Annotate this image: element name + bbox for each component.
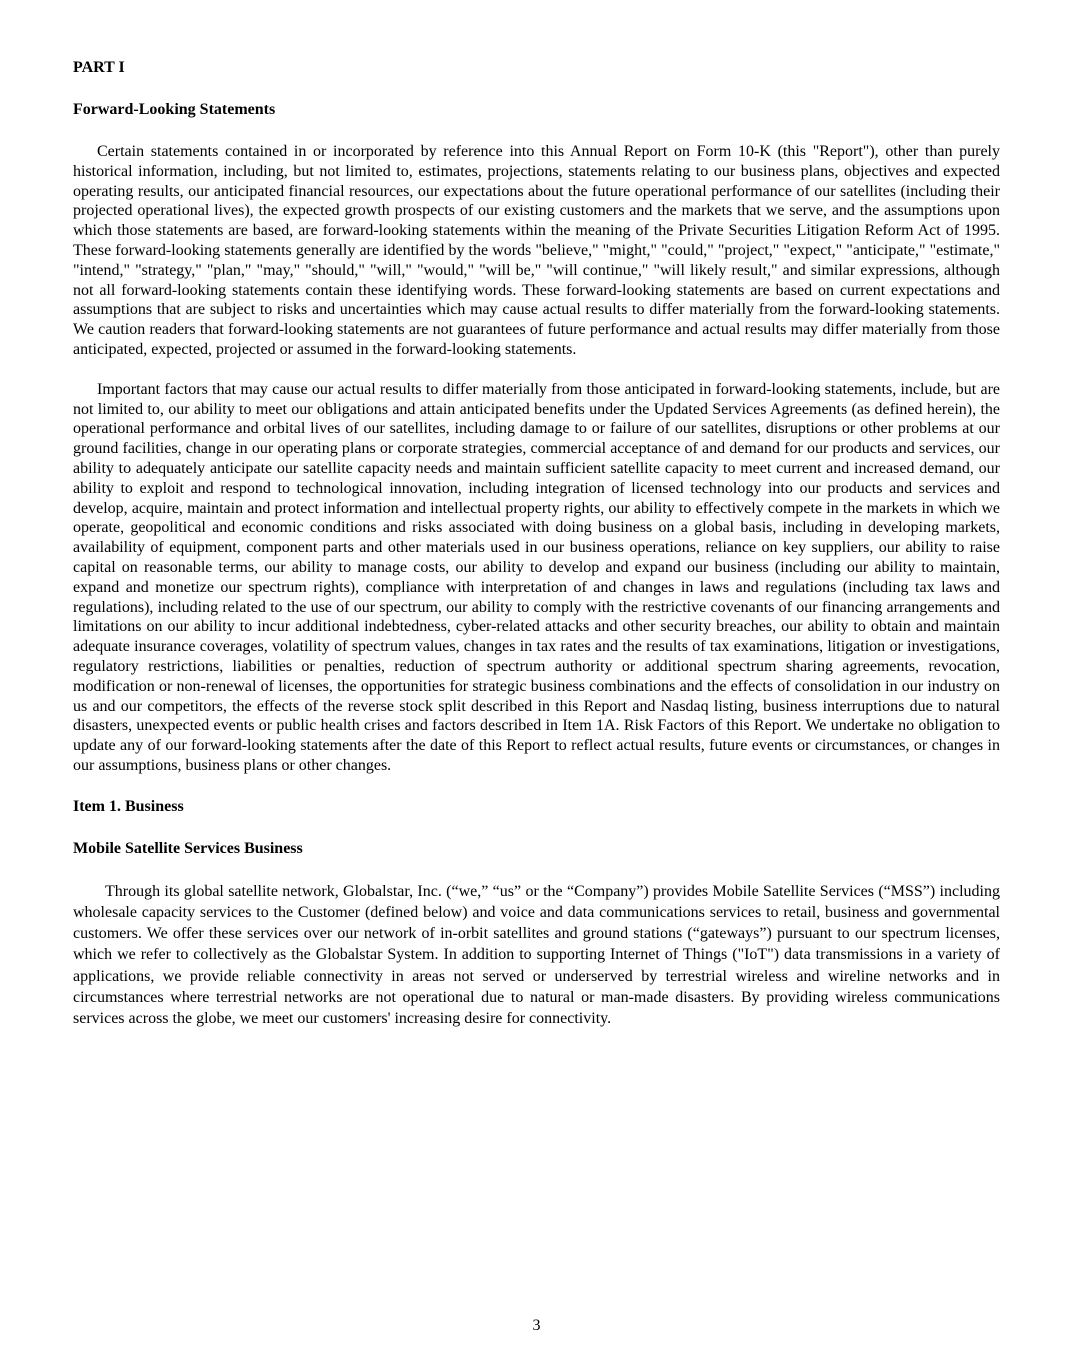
forward-looking-paragraph-1: Certain statements contained in or incorporated by reference into this Annual Report on Form 10-K (this "Report"), other than purely historical information, including, but not limited to, estimates, projections, statements relating to our business plans, objectives and expected operating results, our anticipated financial resources, our expectations about the future operational performance of our satellites (including their projected operational lives), the expected growth prospects of our existing customers and the markets that we serve, and the assumptions upon which those statements are based, are forward-looking statements within the meaning of the Private Securities Litigation Reform Act of 1995. These forward-looking statements generally are identified by the words "believe," "might," "could," "project," "expect," "anticipate," "estimate," "intend," "strategy," "plan," "may," "should," "will," "would," "will be," "will continue," "will likely result," and similar expressions, although not all forward-looking statements contain these identifying words. These forward-looking statements are based on current expectations and assumptions that are subject to risks and uncertainties which may cause actual results to differ materially from the forward-looking statements. We caution readers that forward-looking statements are not guarantees of future performance and actual results may differ materially from those anticipated, expected, projected or assumed in the forward-looking statements. (73, 143, 1000, 358)
part-heading: PART I (73, 59, 125, 76)
mss-business-paragraph: Through its global satellite network, Globalstar, Inc. (“we,” “us” or the “Company”) provides Mobile Satellite Services (“MSS”) including wholesale capacity services to the Customer (defined below) and voice and data communications services to retail, business and governmental customers. We offer these services over our network of in-orbit satellites and ground stations (“gateways”) pursuant to our spectrum licenses, which we refer to collectively as the Globalstar System. In addition to supporting Internet of Things ("IoT") data transmissions in a variety of applications, we provide reliable connectivity in areas not served or underserved by terrestrial wireless and wireline networks and in circumstances where terrestrial networks are not operational due to natural or man-made disasters. By providing wireless communications services across the globe, we meet our customers' increasing desire for connectivity. (73, 882, 1000, 1027)
forward-looking-paragraph-2: Important factors that may cause our actual results to differ materially from those anticipated in forward-looking statements, include, but are not limited to, our ability to meet our obligations and attain anticipated benefits under the Updated Services Agreements (as defined herein), the operational performance and orbital lives of our satellites, including damage to or failure of our satellites, disruptions or other problems at our ground facilities, change in our operating plans or corporate strategies, commercial acceptance of and demand for our products and services, our ability to adequately anticipate our satellite capacity needs and maintain sufficient satellite capacity to meet current and increased demand, our ability to exploit and respond to technological innovation, including integration of licensed technology into our products and services and develop, acquire, maintain and protect information and intellectual property rights, our ability to effectively compete in the markets in which we operate, geopolitical and economic conditions and risks associated with doing business on a global basis, including in developing markets, availability of equipment, component parts and other materials used in our business operations, reliance on key suppliers, our ability to raise capital on reasonable terms, our ability to manage costs, our ability to develop and expand our business (including our ability to maintain, expand and monetize our spectrum rights), compliance with interpretation of and changes in laws and regulations (including tax laws and regulations), including related to the use of our spectrum, our ability to comply with the restrictive covenants of our financing arrangements and limitations on our ability to incur additional indebtedness, cyber-related attacks and other security breaches, our ability to obtain and maintain adequate insurance coverages, volatility of spectrum values, changes in tax rates and the results of tax examinations, litigation or investigations, regulatory restrictions, liabilities or penalties, reduction of spectrum authority or additional spectrum sharing agreements, revocation, modification or non-renewal of licenses, the opportunities for strategic business combinations and the effects of consolidation in our industry on us and our competitors, the effects of the reverse stock split described in this Report and Nasdaq listing, business interruptions due to natural disasters, unexpected events or public health crises and factors described in Item 1A. Risk Factors of this Report. We undertake no obligation to update any of our forward-looking statements after the date of this Report to reflect actual results, future events or circumstances, or changes in our assumptions, business plans or other changes. (73, 380, 1000, 774)
document-page (73, 58, 1000, 1029)
page-number: 3 (532, 1317, 541, 1334)
item1-heading: Item 1. Business (73, 797, 184, 815)
mss-business-heading: Mobile Satellite Services Business (73, 839, 303, 857)
forward-looking-heading: Forward-Looking Statements (73, 101, 276, 118)
